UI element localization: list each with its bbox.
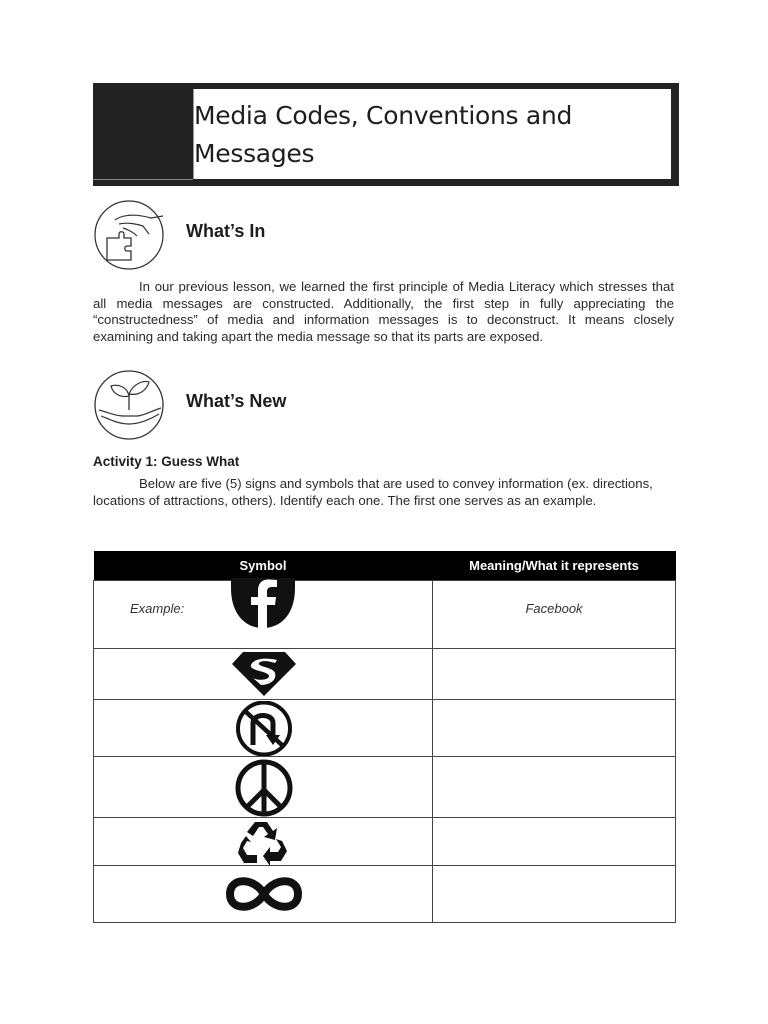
infinity-icon [224,869,304,919]
title-panel [193,89,671,179]
symbol-cell [94,757,433,818]
table-row [94,700,676,757]
meaning-cell [433,818,676,866]
activity-instructions [93,476,663,509]
title-banner [93,83,679,186]
page-title-line-2: Messages [194,139,315,168]
hand-puzzle-icon [93,200,167,270]
facebook-icon [231,578,295,628]
whats-in-paragraph-text: In our previous lesson, we learned the first principle of Media Literacy which stresses that all media messages are constructed. Additionally, the first step in fully appreciating the “constructedness” of media and information messages is to deconstruct. It means closely examining and taking apart the media message so that its parts are exposed. [93,279,674,344]
recycle-icon [237,819,289,865]
activity-title: Activity 1: Guess What [93,454,240,469]
symbol-cell [94,818,433,866]
meaning-cell [433,757,676,818]
table-row [94,649,676,700]
table-row [94,757,676,818]
meaning-cell [433,866,676,923]
table-header-row [94,551,676,581]
table-row [94,866,676,923]
title-divider [93,179,193,180]
whats-new-heading: What’s New [186,391,287,411]
page-title-line-1: Media Codes, Conventions and [194,101,573,130]
hands-plant-icon [93,370,167,440]
table-row [94,818,676,866]
symbol-cell [94,700,433,757]
header-meaning: Meaning/What it represents [433,551,676,581]
page-title [194,97,664,173]
meaning-cell [433,581,676,649]
activity-instructions-text: Below are five (5) signs and symbols that are used to convey information (ex. directions, locations of attractions, others). Identify each one. The first one serves as an example. [93,476,653,508]
symbol-cell [94,581,433,649]
whats-in-heading: What’s In [186,221,266,241]
symbols-table [93,551,676,923]
table-row [94,581,676,649]
symbol-cell [94,649,433,700]
symbol-cell [94,866,433,923]
title-black-block [93,83,193,186]
meaning-cell [433,700,676,757]
example-label: Example: [130,601,185,616]
header-symbol: Symbol [94,551,433,581]
meaning-text: Facebook [525,601,583,616]
superman-icon [231,651,297,697]
meaning-cell [433,649,676,700]
whats-in-paragraph [93,279,674,345]
no-u-turn-icon [233,701,295,756]
peace-icon [222,758,306,817]
